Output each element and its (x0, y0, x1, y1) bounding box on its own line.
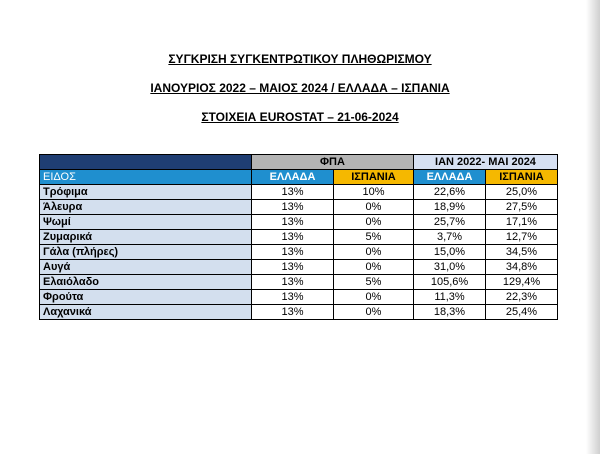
table-row (40, 290, 558, 305)
vat-greece-cell: 13% (252, 185, 334, 200)
header-vat-spain: ΙΣΠΑΝΙΑ (334, 170, 414, 185)
vat-greece-cell: 13% (252, 275, 334, 290)
vat-spain-cell: 0% (334, 305, 414, 320)
comparison-table (39, 154, 558, 320)
inflation-spain-cell: 22,3% (486, 290, 558, 305)
item-name-cell: Αυγά (40, 260, 252, 275)
item-name-cell: Λαχανικά (40, 305, 252, 320)
vat-spain-cell: 0% (334, 290, 414, 305)
table-row (40, 305, 558, 320)
item-name-cell: Ελαιόλαδο (40, 275, 252, 290)
inflation-greece-cell: 15,0% (414, 245, 486, 260)
table-group-header-row (40, 155, 558, 170)
vat-greece-cell: 13% (252, 260, 334, 275)
inflation-greece-cell: 105,6% (414, 275, 486, 290)
vat-greece-cell: 13% (252, 305, 334, 320)
title-line-2: ΙΑΝΟΥΡΙΟΣ 2022 – ΜΑΙΟΣ 2024 / ΕΛΛΑΔΑ – ΙΣΠΑΝΙΑ (150, 81, 450, 95)
header-item-cell: ΕΙΔΟΣ (40, 170, 252, 185)
inflation-spain-cell: 27,5% (486, 200, 558, 215)
table-row (40, 185, 558, 200)
item-name-cell: Ζυμαρικά (40, 230, 252, 245)
inflation-greece-cell: 25,7% (414, 215, 486, 230)
vat-greece-cell: 13% (252, 290, 334, 305)
page-edge-shadow (586, 0, 600, 454)
item-name-cell: Τρόφιμα (40, 185, 252, 200)
header-vat-group: ΦΠΑ (252, 155, 414, 170)
table-row (40, 230, 558, 245)
header-inflation-greece: ΕΛΛΑΔΑ (414, 170, 486, 185)
vat-spain-cell: 5% (334, 275, 414, 290)
item-name-cell: Ψωμί (40, 215, 252, 230)
table-row (40, 215, 558, 230)
table-row (40, 275, 558, 290)
inflation-greece-cell: 18,9% (414, 200, 486, 215)
inflation-spain-cell: 12,7% (486, 230, 558, 245)
vat-spain-cell: 0% (334, 245, 414, 260)
item-name-cell: Φρούτα (40, 290, 252, 305)
inflation-greece-cell: 31,0% (414, 260, 486, 275)
inflation-greece-cell: 18,3% (414, 305, 486, 320)
inflation-greece-cell: 22,6% (414, 185, 486, 200)
inflation-greece-cell: 3,7% (414, 230, 486, 245)
table-row (40, 245, 558, 260)
title-line-3: ΣΤΟΙΧΕΙΑ EUROSTAT – 21-06-2024 (201, 110, 399, 124)
inflation-spain-cell: 34,8% (486, 260, 558, 275)
title-line-1: ΣΥΓΚΡΙΣΗ ΣΥΓΚΕΝΤΡΩΤΙΚΟΥ ΠΛΗΘΩΡΙΣΜΟΥ (168, 52, 432, 66)
table-column-header-row (40, 170, 558, 185)
header-period-group: ΙΑΝ 2022- ΜΑΙ 2024 (414, 155, 558, 170)
table-row (40, 200, 558, 215)
header-vat-greece: ΕΛΛΑΔΑ (252, 170, 334, 185)
vat-spain-cell: 10% (334, 185, 414, 200)
item-name-cell: Γάλα (πλήρες) (40, 245, 252, 260)
vat-greece-cell: 13% (252, 245, 334, 260)
inflation-spain-cell: 17,1% (486, 215, 558, 230)
inflation-spain-cell: 25,0% (486, 185, 558, 200)
table-row (40, 260, 558, 275)
vat-greece-cell: 13% (252, 200, 334, 215)
inflation-spain-cell: 34,5% (486, 245, 558, 260)
vat-greece-cell: 13% (252, 230, 334, 245)
inflation-spain-cell: 25,4% (486, 305, 558, 320)
vat-spain-cell: 0% (334, 215, 414, 230)
item-name-cell: Άλευρα (40, 200, 252, 215)
header-inflation-spain: ΙΣΠΑΝΙΑ (486, 170, 558, 185)
header-blank-cell (40, 155, 252, 170)
inflation-greece-cell: 11,3% (414, 290, 486, 305)
vat-greece-cell: 13% (252, 215, 334, 230)
vat-spain-cell: 0% (334, 260, 414, 275)
inflation-spain-cell: 129,4% (486, 275, 558, 290)
vat-spain-cell: 0% (334, 200, 414, 215)
vat-spain-cell: 5% (334, 230, 414, 245)
